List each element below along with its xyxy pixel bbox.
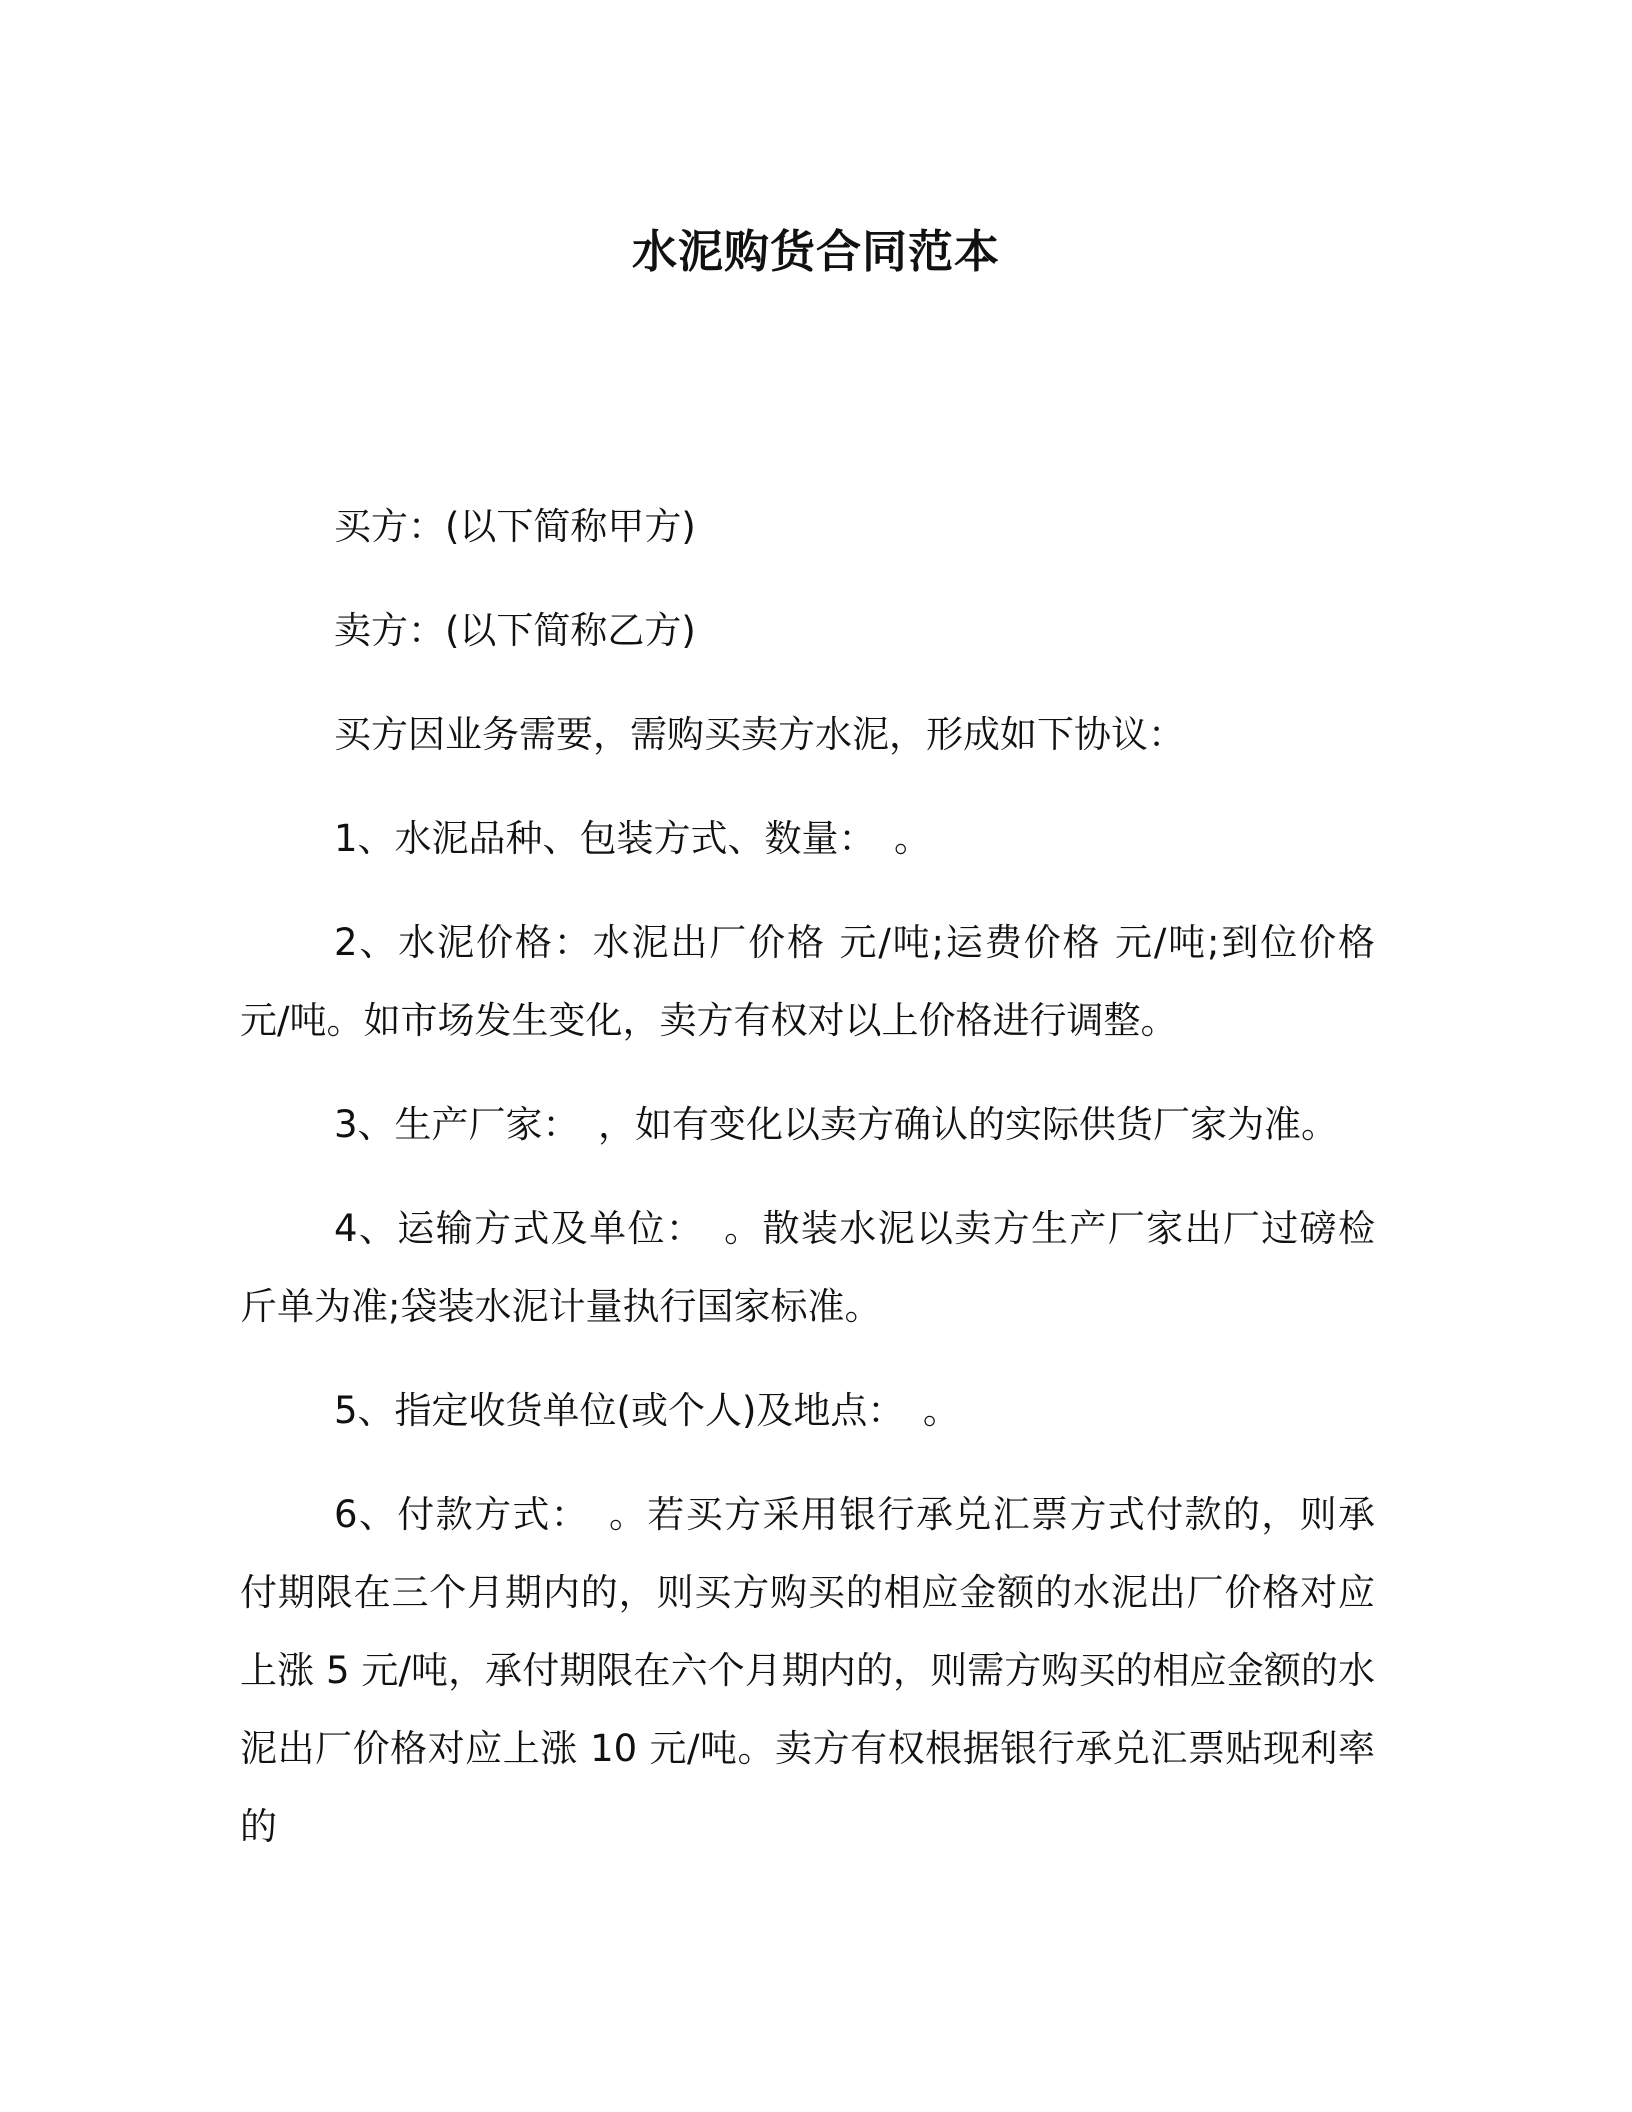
clause-5: 5、指定收货单位(或个人)及地点： 。 <box>334 1389 960 1432</box>
intro-paragraph: 买方因业务需要，需购买卖方水泥，形成如下协议： <box>334 713 1185 756</box>
seller-line: 卖方：(以下简称乙方) <box>334 609 696 652</box>
document-title: 水泥购货合同范本 <box>631 225 1000 278</box>
document-body <box>240 488 1375 1892</box>
clause-6: 6、付款方式： 。若买方采用银行承兑汇票方式付款的，则承付期限在三个月期内的，则买方购买的相应金额的水泥出厂价格对应上涨 5 元/吨，承付期限在六个月期内的，则需方购买的相应金额的水泥出厂价格对应上涨 10 元/吨。卖方有权根据银行承兑汇票贴现利率的 <box>240 1493 1375 1848</box>
clause-2: 2、水泥价格：水泥出厂价格 元/吨;运费价格 元/吨;到位价格 元/吨。如市场发生变化，卖方有权对以上价格进行调整。 <box>240 921 1375 1042</box>
clause-1: 1、水泥品种、包装方式、数量： 。 <box>334 817 932 860</box>
clause-4: 4、运输方式及单位： 。散装水泥以卖方生产厂家出厂过磅检斤单为准;袋装水泥计量执行国家标准。 <box>240 1207 1375 1328</box>
clause-3: 3、生产厂家： ，如有变化以卖方确认的实际供货厂家为准。 <box>334 1103 1339 1146</box>
buyer-line: 买方：(以下简称甲方) <box>334 505 696 548</box>
